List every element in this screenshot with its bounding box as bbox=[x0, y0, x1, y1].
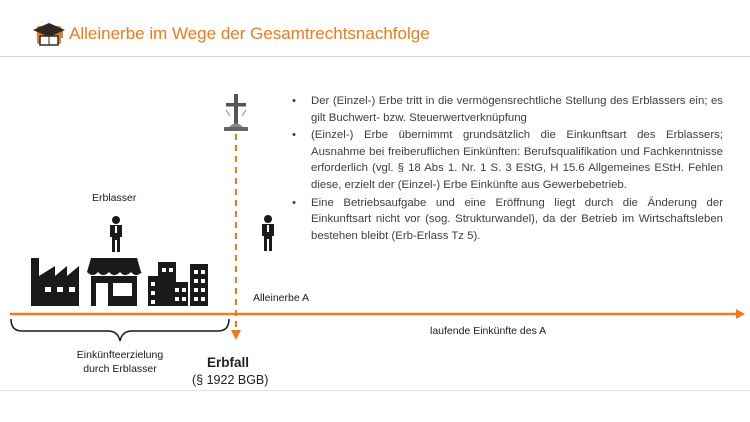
timeline-arrowhead bbox=[736, 309, 745, 319]
erbfall-arrowhead bbox=[231, 330, 241, 340]
laufende-einkuenfte-label: laufende Einkünfte des A bbox=[430, 325, 547, 337]
bullet-item: • Der (Einzel-) Erbe tritt in die vermögensrechtliche Stellung des Erblassers ein; es gilt Buchwert- bzw. Steuerwertverknüpfung bbox=[292, 95, 723, 124]
city-buildings-icon bbox=[148, 262, 208, 306]
bullet-item: • Eine Betriebsaufgabe und eine Eröffnung liegt durch die Änderung der Einkunftsart nicht vor (sog. Strukturwandel), da der Betrieb im Wirtschaftsleben bestehen bleibt (Erb-Erlass Tz 5). bbox=[292, 196, 723, 242]
person-icon bbox=[262, 215, 274, 251]
erblasser-label: Erblasser bbox=[92, 192, 137, 204]
shop-icon bbox=[87, 258, 142, 306]
page-title: Alleinerbe im Wege der Gesamtrechtsnachfolge bbox=[69, 24, 430, 43]
einkuenfte-erblasser-label bbox=[0, 348, 240, 376]
einkuenfte-label-line2: durch Erblasser bbox=[83, 363, 157, 375]
period-brace bbox=[11, 319, 229, 341]
bullet-text: (Einzel-) Erbe übernimmt grundsätzlich die Einkunftsart des Erblassers; Ausnahme bei freiberuflichen Einkünften: Berufsqualifikation und Fachkenntnisse erforderlich (vgl. § 18 Abs 1. Nr. 1 S. 3 EStG, H 15.6 Allgemeines EStH. Fehlen diese, erzielt der (Einzel-) Erbe Einkünfte aus Gewerbebetrieb. bbox=[311, 129, 723, 191]
bullet-text: Der (Einzel-) Erbe tritt in die vermögensrechtliche Stellung des Erblassers ein; es gilt Buchwert- bzw. Steuerwertverknüpfung bbox=[311, 95, 723, 124]
person-icon bbox=[110, 216, 122, 252]
grave-cross-icon bbox=[224, 94, 248, 131]
bullet-item: • (Einzel-) Erbe übernimmt grundsätzlich die Einkunftsart des Erblassers; Ausnahme bei freiberuflichen Einkünften: Berufsqualifikation und Fachkenntnisse erforderlich (vgl. § 18 Abs 1. Nr. 1 S. 3 EStG, H 15.6 Allgemeines EStH. Fehlen diese, erzielt der (Einzel-) Erbe Einkünfte aus Gewerbebetrieb. bbox=[292, 129, 723, 191]
erbfall-label: Erbfall bbox=[207, 355, 250, 370]
einkuenfte-label-line1: Einkünfteerzielung bbox=[76, 349, 164, 361]
erbfall-reference: (§ 1922 BGB) bbox=[192, 373, 269, 387]
bullet-text: Eine Betriebsaufgabe und eine Eröffnung liegt durch die Änderung der Einkunftsart nicht vor (sog. Strukturwandel), da der Betrieb im Wirtschaftsleben bestehen bleibt (Erb-Erlass Tz 5). bbox=[311, 196, 723, 242]
alleinerbe-label: Alleinerbe A bbox=[253, 292, 310, 304]
factory-icon bbox=[31, 258, 79, 306]
